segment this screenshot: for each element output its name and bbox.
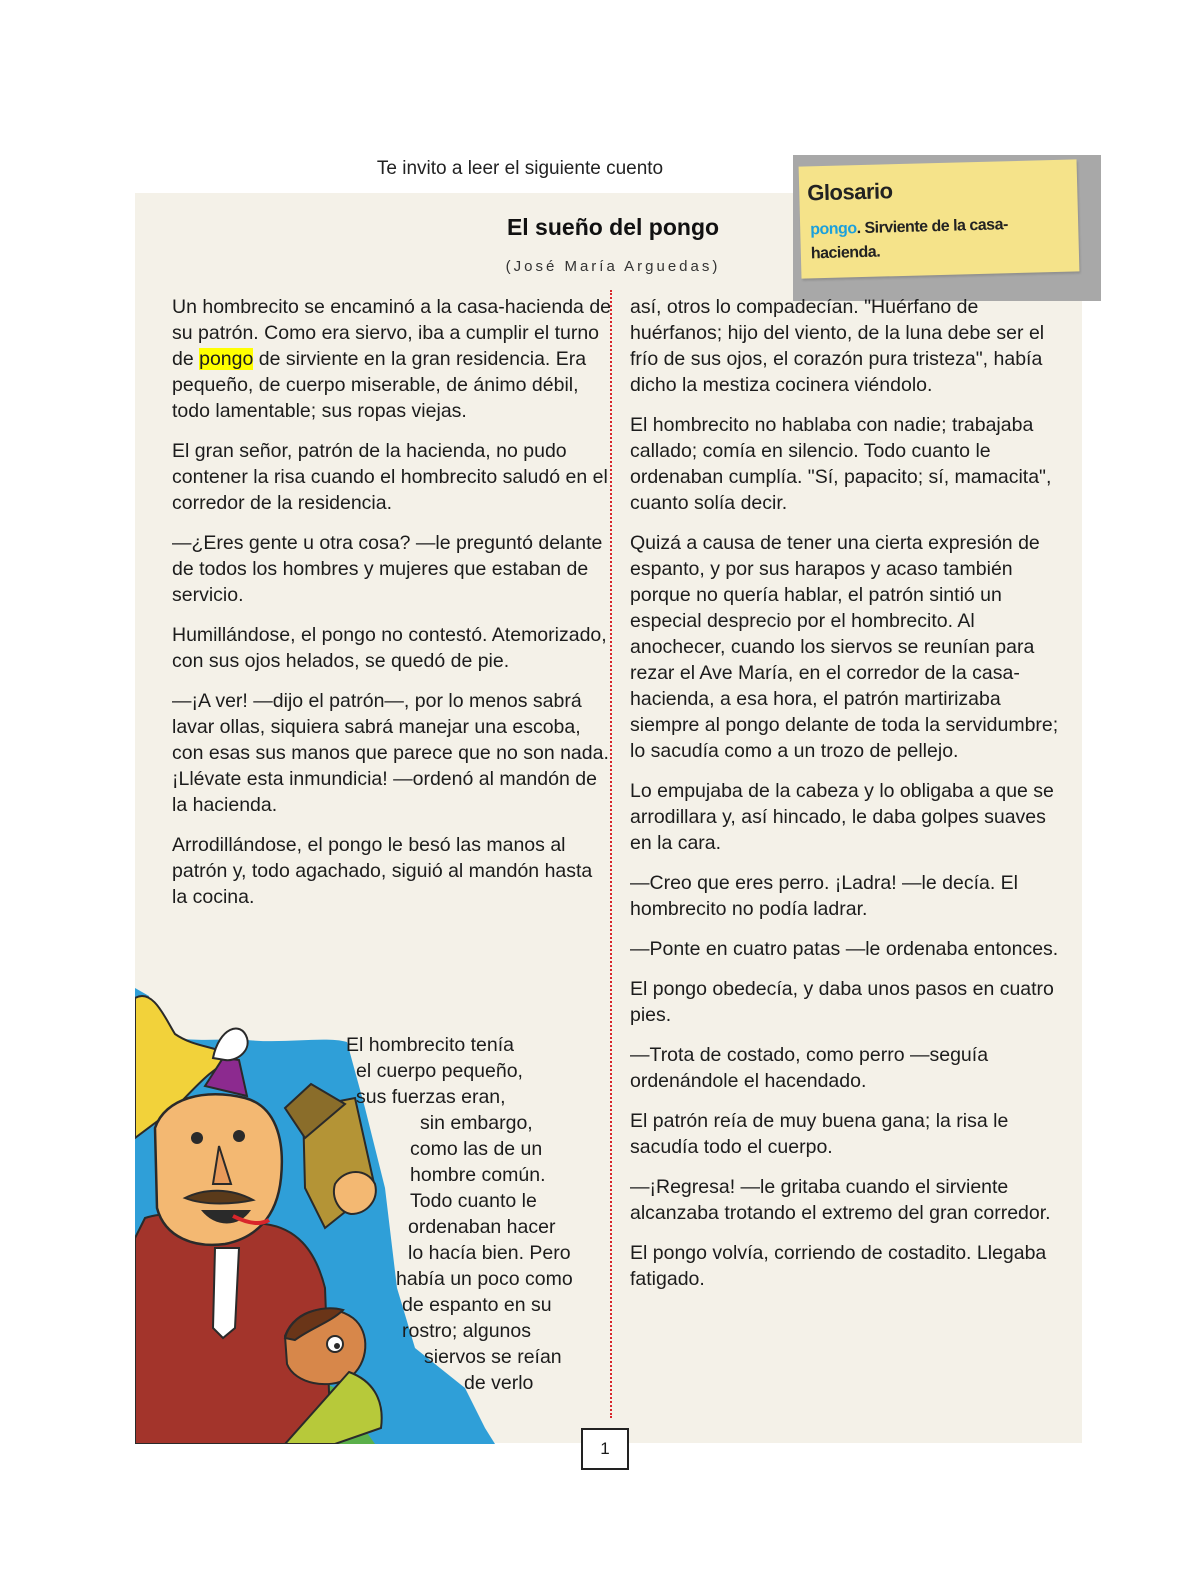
paragraph-text: Un hombrecito se encaminó a la casa-hacienda de su patrón. Como era siervo, iba a cumplir el turno de [172,296,612,370]
paragraph: así, otros lo compadecían. "Huérfano de huérfanos; hijo del viento, de la luna debe ser el frío de sus ojos, el corazón pura tristeza", había dicho la mestiza cocinera viéndolo. [630,296,1045,396]
glossary-definition: . Sirviente de la casa-hacienda. [810,216,1009,263]
paragraph: El patrón reía de muy buena gana; la risa le sacudía todo el cuerpo. [630,1110,1009,1158]
wrap-line: como las de un [410,1138,543,1160]
wrap-line: de espanto en su [402,1294,552,1316]
paragraph: —¿Eres gente u otra cosa? —le preguntó delante de todos los hombres y mujeres que estaban de servicio. [172,532,603,606]
paragraph: Lo empujaba de la cabeza y lo obligaba a que se arrodillara y, así hincado, le daba golpes suaves en la cara. [630,780,1054,854]
wrap-line: de verlo [464,1372,534,1394]
page-number: 1 [581,1428,629,1470]
wrap-line: sin embargo, [420,1112,533,1134]
story-author: (José María Arguedas) [505,258,721,275]
intro-line: Te invito a leer el siguiente cuento [376,158,664,179]
paragraph: —Creo que eres perro. ¡Ladra! —le decía. El hombrecito no podía ladrar. [630,872,1019,920]
paragraph: Arrodillándose, el pongo le besó las manos al patrón y, todo agachado, siguió al mandón hasta la cocina. [172,834,593,908]
paragraph: —¡Regresa! —le gritaba cuando el sirviente alcanzaba trotando el extremo del gran corredor. [630,1176,1051,1224]
highlighted-word-pongo: pongo [199,348,254,370]
paragraph: —Ponte en cuatro patas —le ordenaba entonces. [630,938,1059,960]
paragraph [172,294,612,424]
wrap-line: hombre común. [410,1164,546,1186]
paragraph: El gran señor, patrón de la hacienda, no pudo contener la risa cuando el hombrecito saludó en el corredor de la residencia. [172,440,608,514]
wrap-line: había un poco como [396,1268,573,1290]
paragraph: El hombrecito no hablaba con nadie; trabajaba callado; comía en silencio. Todo cuanto le ordenaban cumplía. "Sí, papacito; sí, mamacita", cuanto solía decir. [630,414,1052,514]
paragraph: El pongo obedecía, y daba unos pasos en cuatro pies. [630,978,1054,1026]
glossary-term: pongo [810,220,857,239]
glossary-title: Glosario [806,178,893,206]
paragraph: Humillándose, el pongo no contestó. Atemorizado, con sus ojos helados, se quedó de pie. [172,624,607,672]
wrap-line: Todo cuanto le [410,1190,537,1212]
right-column [630,294,1070,1306]
wrap-line: sus fuerzas eran, [356,1086,506,1108]
glossary-entry [810,212,1071,267]
left-column [172,294,612,924]
paragraph-text: de sirviente en la gran residencia. Era pequeño, de cuerpo miserable, de ánimo débil, todo lamentable; sus ropas viejas. [172,348,587,422]
wrap-line: ordenaban hacer [408,1216,556,1238]
wrap-line: lo hacía bien. Pero [408,1242,571,1264]
paragraph: —¡A ver! —dijo el patrón—, por lo menos sabrá lavar ollas, siquiera sabrá manejar una escoba, con esas sus manos que parece que no son nada. ¡Llévate esta inmundicia! —ordenó al mandón de la hacienda. [172,690,609,816]
wrap-line: El hombrecito tenía [346,1034,515,1056]
paragraph: Quizá a causa de tener una cierta expresión de espanto, y por sus harapos y acaso también porque no quería hablar, el patrón sintió un especial desprecio por el hombrecito. Al anochecer, cuando los siervos se reunían para rezar el Ave María, en el corredor de la casa-hacienda, a esa hora, el patrón martirizaba siempre al pongo delante de toda la servidumbre; lo sacudía como a un trozo de pellejo. [630,532,1059,762]
glossary-note [799,159,1080,278]
story-title: El sueño del pongo [506,214,720,240]
paragraph: El pongo volvía, corriendo de costadito. Llegaba fatigado. [630,1242,1047,1290]
wrap-line: el cuerpo pequeño, [356,1060,523,1082]
wrap-line: rostro; algunos [402,1320,531,1342]
wrap-line: siervos se reían [424,1346,562,1368]
paragraph: —Trota de costado, como perro —seguía ordenándole el hacendado. [630,1044,989,1092]
